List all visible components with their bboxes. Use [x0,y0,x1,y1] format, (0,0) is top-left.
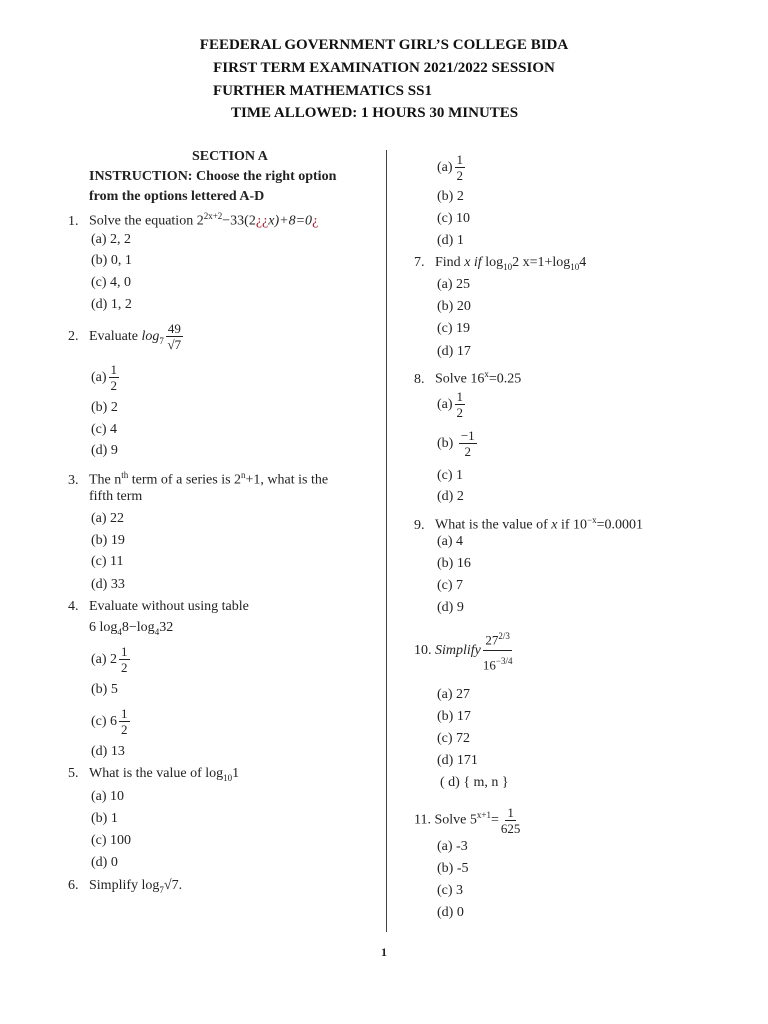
option: (d) 9 [91,443,118,458]
option: (c) 4, 0 [91,275,132,290]
option: (d) 171 [437,753,478,768]
option: (c) 4 [91,422,118,437]
school-name: FEEDERAL GOVERNMENT GIRL’S COLLEGE BIDA [199,37,569,53]
option: (a) 2 $\frac{1}{2}$ [91,644,128,676]
option: (b) 5 [91,682,118,697]
option: (c) 19 [437,321,471,336]
option: (b) 19 [91,533,125,548]
question-5: 5. What is the value of $\log_{10}1$ [68,766,240,783]
question-3-continued: fifth term [89,489,143,504]
option: (b) 2 [437,189,464,204]
option: (b) 2 [91,400,118,415]
option: (d) 0 [437,905,464,920]
column-divider [386,150,387,932]
option: (d) 1 [437,233,464,248]
option: (d) 9 [437,600,464,615]
option: (b) 1 [91,811,118,826]
option: (a) 22 [91,511,125,526]
option: (a) -3 [437,839,468,854]
question-7: 7. Find x if $\log_{10}2$ $x=1+\log_{10}4$ [414,255,587,272]
option: (d) 13 [91,744,125,759]
question-8: 8. Solve $16^x=0.25$ [414,369,522,387]
page-number: 1 [381,945,387,959]
option: (b) $\frac{-1}{2}$ [437,428,475,460]
option: (d) 2 [437,489,464,504]
option: (c) 6 $\frac{1}{2}$ [91,706,128,738]
question-9: 9. What is the value of x if $10^{-x}=0.0001$ [414,515,644,533]
section-title: SECTION A [192,149,268,164]
option: (b) 0, 1 [91,253,132,268]
option: (a) 25 [437,277,471,292]
option: (d) 33 [91,577,125,592]
option: (a) $\frac{1}{2}$ [437,152,464,184]
option: (a) 10 [91,789,125,804]
option: (c) 72 [437,731,471,746]
option: (c) 11 [91,554,124,569]
option: (c) 10 [437,211,471,226]
option: (b) 17 [437,709,471,724]
subject-title: FURTHER MATHEMATICS SS1 [213,83,432,99]
question-10: 10. Simplify $\frac{27^{2/3}}{16^{-3/4}}$ [414,626,514,676]
option: (d) 0 [91,855,118,870]
exam-title: FIRST TERM EXAMINATION 2021/2022 SESSION [213,60,555,76]
option: (a) $\frac{1}{2}$ [437,389,464,421]
instruction-line-1: INSTRUCTION: Choose the right option [89,169,337,184]
option: ( d) { m, n } [440,775,509,790]
option: (d) 17 [437,344,471,359]
option: (b) 16 [437,556,471,571]
option: (c) 3 [437,883,464,898]
time-allowed: TIME ALLOWED: 1 HOURS 30 MINUTES [231,105,519,121]
question-2: 2. Evaluate $\log_7$ $\frac{49}{√7}$ [68,321,182,353]
question-6: 6. Simplify $\log_7√7$. [68,878,183,895]
option: (c) 7 [437,578,464,593]
option: (a) $\frac{1}{2}$ [91,362,118,394]
option: (d) 1, 2 [91,297,132,312]
option: (a) 27 [437,687,471,702]
question-3: 3. The $n^{th}$ term of a series is $2^n+1$, what is the [68,470,329,488]
option: (c) 100 [91,833,132,848]
option: (a) 2, 2 [91,232,132,247]
option: (b) -5 [437,861,469,876]
question-1: 1. Solve the equation $2^{2x+2}-33(2¿¿x)+8=0¿$ [68,211,319,229]
question-4-expression: 6 $\log_48-\log_432$ [89,620,174,637]
instruction-line-2: from the options lettered A-D [89,189,265,204]
question-11: 11. Solve $5^{x+1}=$ $\frac{1}{625}$ [414,804,521,836]
option: (c) 1 [437,468,464,483]
option: (a) 4 [437,534,464,549]
question-4: 4. Evaluate without using table [68,599,249,614]
option: (b) 20 [437,299,471,314]
